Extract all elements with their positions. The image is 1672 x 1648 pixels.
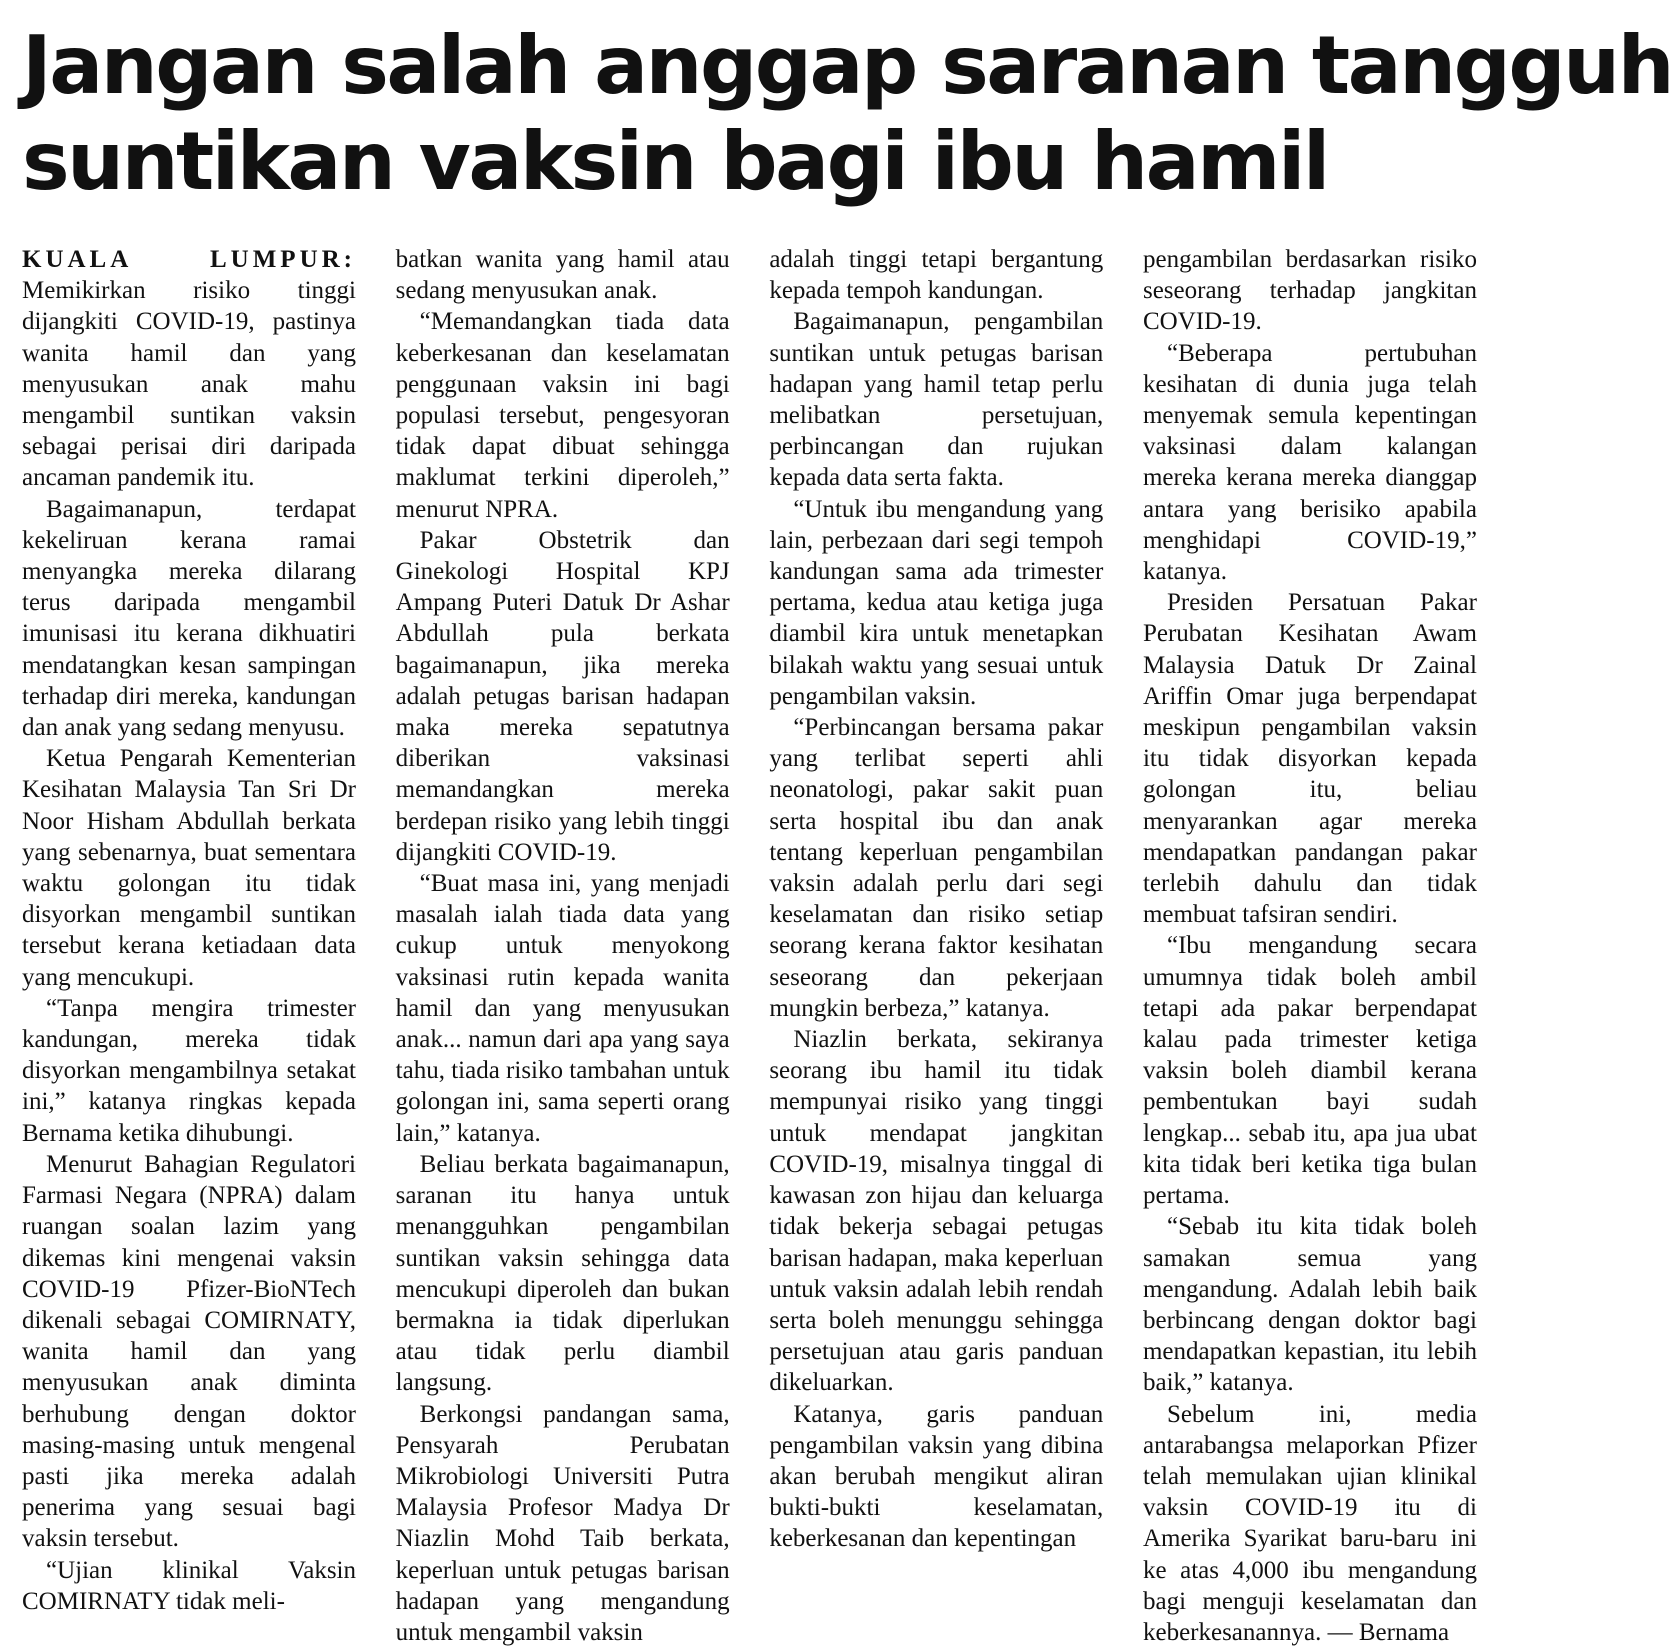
paragraph: Bagaimanapun, terdapat kekeliruan kerana ramai menyangka mereka dilarang terus daripada mengambil imunisasi itu kerana dikhuatiri mendatangkan kesan sampingan terhadap diri mereka, kandungan dan anak yang sedang menyusu. xyxy=(22,495,356,742)
paragraph: Pakar Obstetrik dan Ginekologi Hospital KPJ Ampang Puteri Datuk Dr Ashar Abdullah pula berkata bagaimanapun, jika mereka adalah petugas barisan hadapan maka mereka sepatutnya diberikan vaksinasi memandangkan mereka berdepan risiko yang lebih tinggi dijangkiti COVID-19. xyxy=(395,526,730,866)
paragraph: pengambilan berdasarkan risiko seseorang terhadap jangkitan COVID-19. xyxy=(1142,246,1477,336)
paragraph: “Untuk ibu mengandung yang lain, perbezaan dari segi tempoh kandungan sama ada trimester pertama, kedua atau ketiga juga diambil kira untuk menetapkan bilakah waktu yang sesuai untuk pengambilan vaksin. xyxy=(769,495,1104,710)
paragraph: batkan wanita yang hamil atau sedang menyusukan anak. xyxy=(395,246,730,305)
paragraph: “Memandangkan tiada data keberkesanan dan keselamatan penggunaan vaksin ini bagi populasi tersebut, pengesyoran tidak dapat dibuat sehingga maklumat terkini diperoleh,” menurut NPRA. xyxy=(395,308,730,523)
paragraph: Bagaimanapun, pengambilan suntikan untuk petugas barisan hadapan yang hamil tetap perlu melibatkan persetujuan, perbincangan dan rujukan kepada data serta fakta. xyxy=(769,308,1104,492)
paragraph: Sebelum ini, media antarabangsa melaporkan Pfizer telah memulakan ujian klinikal vaksin COVID-19 itu di Amerika Syarikat baru-baru ini ke atas 4,000 ibu mengandung bagi menguji keselamatan dan keberkesanannya. — Bernama xyxy=(1142,1400,1477,1646)
paragraph: Niazlin berkata, sekiranya seorang ibu hamil itu tidak mempunyai risiko yang tinggi untuk mendapat jangkitan COVID-19, misalnya tinggal di kawasan zon hijau dan keluarga tidak bekerja sebagai petugas barisan hadapan, maka keperluan untuk vaksin adalah lebih rendah serta boleh menunggu sehingga persetujuan atau garis panduan dikeluarkan. xyxy=(769,1026,1104,1397)
paragraph: “Tanpa mengira trimester kandungan, mereka tidak disyorkan mengambilnya setakat ini,” katanya ringkas kepada Bernama ketika dihubungi. xyxy=(22,994,356,1147)
column-4 xyxy=(1142,244,1477,1646)
paragraph: Presiden Persatuan Pakar Perubatan Kesihatan Awam Malaysia Datuk Dr Zainal Ariffin Omar juga berpendapat meskipun pengambilan vaksin itu tidak disyorkan kepada golongan itu, beliau menyarankan agar mereka mendapatkan pandangan pakar terlebih dahulu dan tidak membuat tafsiran sendiri. xyxy=(1142,589,1477,929)
dateline: KUALA LUMPUR: xyxy=(22,246,356,273)
paragraph: “Buat masa ini, yang menjadi masalah ialah tiada data yang cukup untuk menyokong vaksinasi rutin kepada wanita hamil dan yang menyusukan anak... namun dari apa yang saya tahu, tiada risiko tambahan untuk golongan ini, sama seperti orang lain,” katanya. xyxy=(395,870,730,1147)
column-2 xyxy=(395,244,730,1646)
paragraph xyxy=(22,244,356,494)
paragraph: Menurut Bahagian Regulatori Farmasi Negara (NPRA) dalam ruangan soalan lazim yang dikemas kini mengenai vaksin COVID-19 Pfizer-BioNTech dikenali sebagai COMIRNATY, wanita hamil dan yang menyusukan anak diminta berhubung dengan doktor masing-masing untuk mengenal pasti jika mereka adalah penerima yang sesuai bagi vaksin tersebut. xyxy=(22,1150,356,1553)
paragraph: “Sebab itu kita tidak boleh samakan semua yang mengandung. Adalah lebih baik berbincang dengan doktor bagi mendapatkan kepastian, itu lebih baik,” katanya. xyxy=(1142,1213,1477,1397)
paragraph-text: Memikirkan risiko tinggi dijangkiti COVID-19, pastinya wanita hamil dan yang menyusukan anak mahu mengambil suntikan vaksin sebagai perisai diri daripada ancaman pandemik itu. xyxy=(22,277,356,492)
headline-line-2: suntikan vaksin bagi ibu hamil xyxy=(22,115,1328,208)
paragraph: “Ibu mengandung secara umumnya tidak boleh ambil tetapi ada pakar berpendapat kalau pada trimester ketiga vaksin boleh diambil kerana pembentukan bayi sudah lengkap... sebab itu, apa jua ubat kita tidak beri ketika tiga bulan pertama. xyxy=(1142,932,1477,1210)
headline-line-1: Jangan salah anggap saranan tangguh xyxy=(22,19,1672,112)
paragraph: “Beberapa pertubuhan kesihatan di dunia juga telah menyemak semula kepentingan vaksinasi dalam kalangan mereka kerana mereka dianggap antara yang berisiko apabila menghidapi COVID-19,” katanya. xyxy=(1142,339,1477,586)
paragraph: “Perbincangan bersama pakar yang terlibat seperti ahli neonatologi, pakar sakit puan serta hospital ibu dan anak tentang keperluan pengambilan vaksin adalah perlu dari segi keselamatan dan risiko setiap seorang kerana faktor kesihatan seseorang dan pekerjaan mungkin berbeza,” katanya. xyxy=(769,714,1104,1022)
paragraph: “Ujian klinikal Vaksin COMIRNATY tidak meli- xyxy=(22,1556,356,1615)
column-3 xyxy=(769,244,1103,1629)
paragraph: Berkongsi pandangan sama, Pensyarah Perubatan Mikrobiologi Universiti Putra Malaysia Profesor Madya Dr Niazlin Mohd Taib berkata, keperluan untuk petugas barisan hadapan yang mengandung untuk mengambil vaksin xyxy=(395,1400,730,1646)
paragraph: Katanya, garis panduan pengambilan vaksin yang dibina akan berubah mengikut aliran bukti-bukti keselamatan, keberkesanan dan kepentingan xyxy=(769,1400,1104,1553)
paragraph: Beliau berkata bagaimanapun, saranan itu hanya untuk menangguhkan pengambilan suntikan vaksin sehingga data mencukupi diperoleh dan bukan bermakna ia tidak diperlukan atau tidak perlu diambil langsung. xyxy=(395,1150,730,1397)
article-body xyxy=(22,244,1477,1646)
paragraph: Ketua Pengarah Kementerian Kesihatan Malaysia Tan Sri Dr Noor Hisham Abdullah berkata yang sebenarnya, buat sementara waktu golongan itu tidak disyorkan mengambil suntikan tersebut kerana ketiadaan data yang mencukupi. xyxy=(22,745,356,991)
article-headline xyxy=(22,18,1672,210)
paragraph: adalah tinggi tetapi bergantung kepada tempoh kandungan. xyxy=(769,246,1104,305)
column-1 xyxy=(22,244,356,1629)
